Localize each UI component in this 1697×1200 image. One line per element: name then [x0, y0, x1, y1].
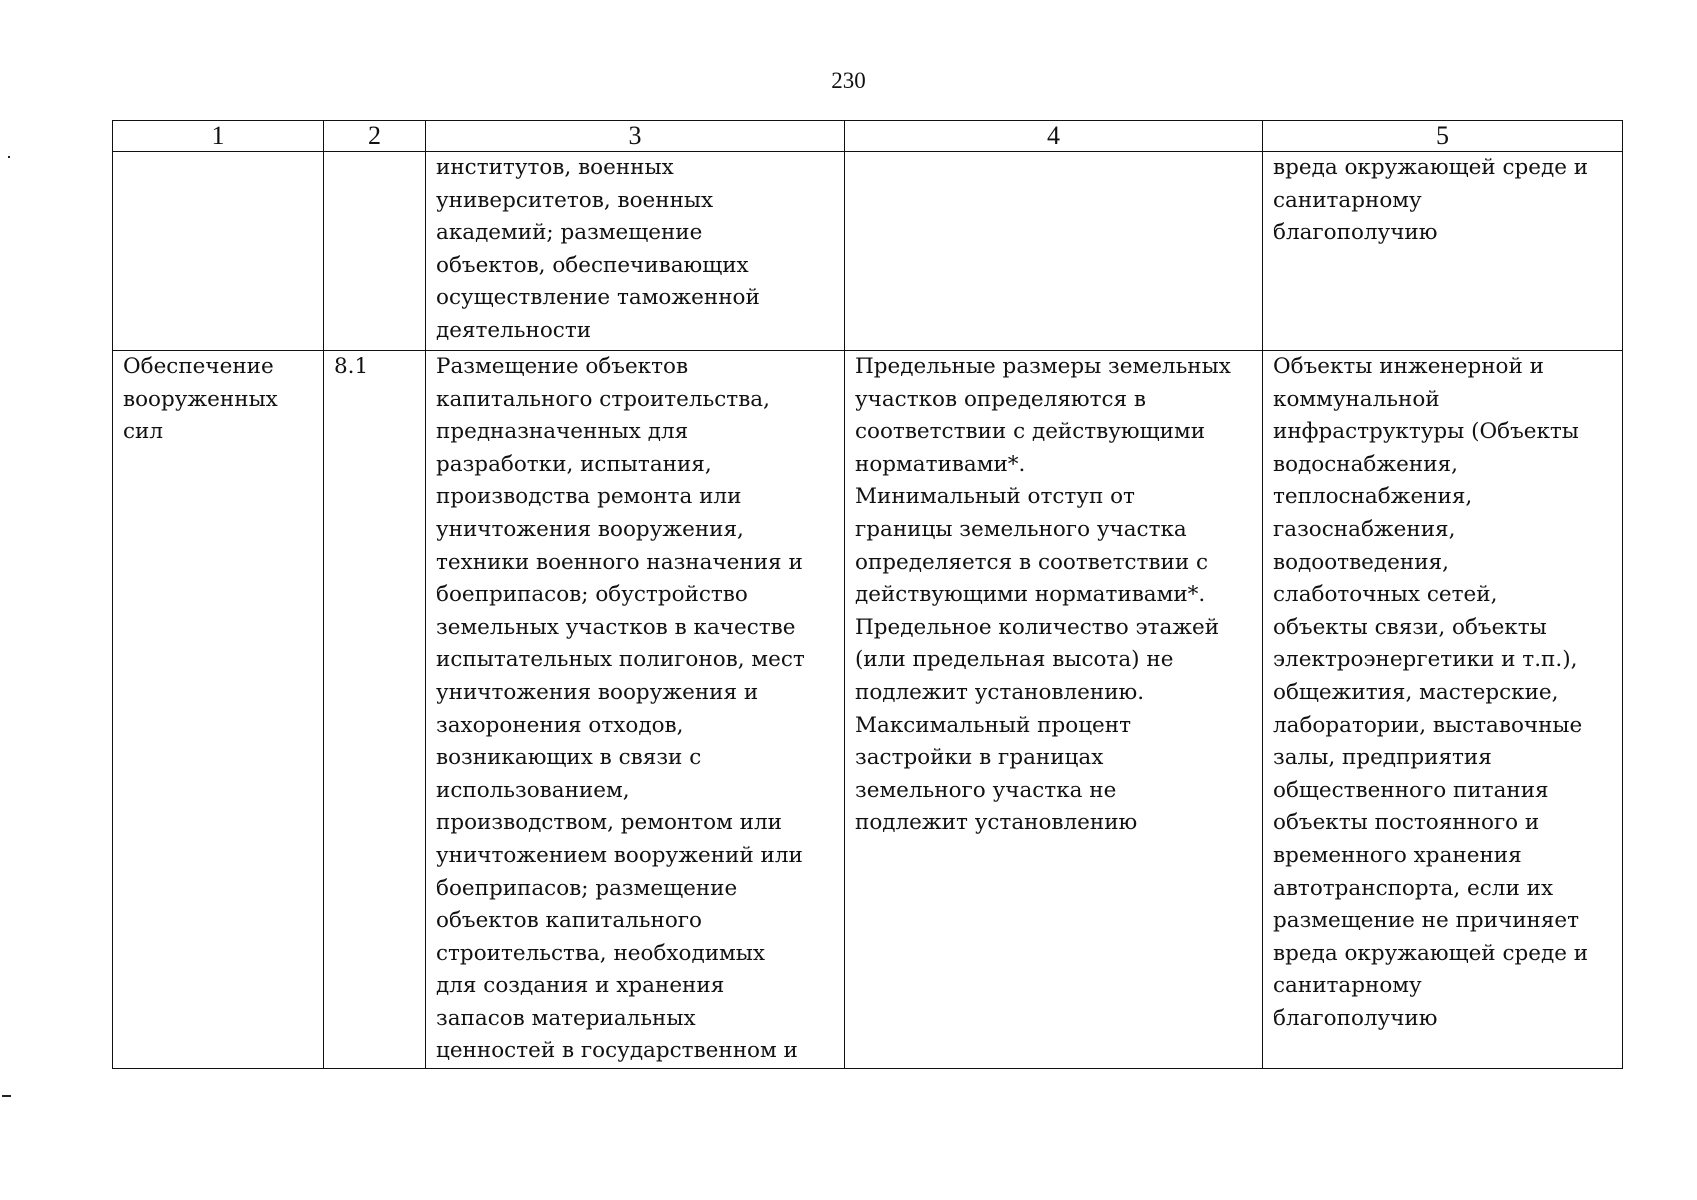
cell-description: институтов, военных университетов, военных академий; размещение объектов, обеспечивающих осуществление таможенной деятельности	[426, 152, 845, 351]
regulations-table	[112, 120, 1623, 1069]
margin-dash	[2, 1095, 11, 1097]
table-row-continuation	[113, 152, 1623, 351]
cell-description: Размещение объектов капитального строительства, предназначенных для разработки, испытания, производства ремонта или уничтожения вооружения, техники военного назначения и боеприпасов; обустройство земельных участков в качестве испытательных полигонов, мест уничтожения вооружения и захоронения отходов, возникающих в связи с использованием, производством, ремонтом или уничтожением вооружений или боеприпасов; размещение объектов капитального строительства, необходимых для создания и хранения запасов материальных ценностей в государственном и	[426, 351, 845, 1069]
margin-dot	[8, 156, 10, 158]
table-row	[113, 351, 1623, 1069]
column-header-3: 3	[426, 121, 845, 152]
column-header-5: 5	[1263, 121, 1623, 152]
cell-parameters	[845, 152, 1263, 351]
cell-code: 8.1	[324, 351, 426, 1069]
cell-use-type	[113, 152, 324, 351]
cell-parameters: Предельные размеры земельных участков определяются в соответствии с действующими нормативами*. Минимальный отступ от границы земельного участка определяется в соответствии с действующими нормативами*. Предельное количество этажей (или предельная высота) не подлежит установлению. Максимальный процент застройки в границах земельного участка не подлежит установлению	[845, 351, 1263, 1069]
column-header-4: 4	[845, 121, 1263, 152]
page-number: 230	[831, 68, 866, 93]
header-row	[113, 121, 1623, 152]
cell-auxiliary-uses: вреда окружающей среде и санитарному благополучию	[1263, 152, 1623, 351]
column-header-1: 1	[113, 121, 324, 152]
cell-code	[324, 152, 426, 351]
cell-use-type: Обеспечение вооруженных сил	[113, 351, 324, 1069]
column-header-2: 2	[324, 121, 426, 152]
cell-auxiliary-uses: Объекты инженерной и коммунальной инфраструктуры (Объекты водоснабжения, теплоснабжения, газоснабжения, водоотведения, слаботочных сетей, объекты связи, объекты электроэнергетики и т.п.), общежития, мастерские, лаборатории, выставочные залы, предприятия общественного питания объекты постоянного и временного хранения автотранспорта, если их размещение не причиняет вреда окружающей среде и санитарному благополучию	[1263, 351, 1623, 1069]
